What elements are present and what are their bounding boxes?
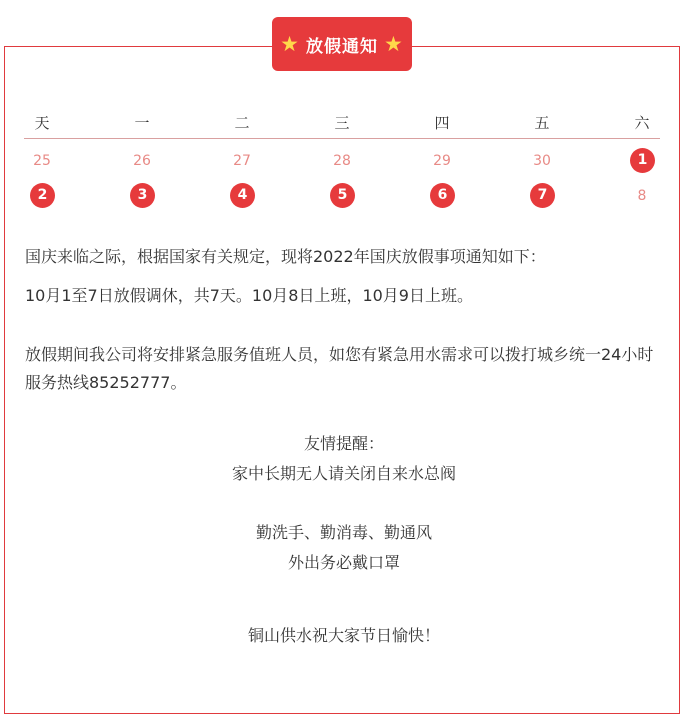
hotline-paragraph: 放假期间我公司将安排紧急服务值班人员，如您有紧急用水需求可以拨打城乡统一24小时服务热线85252777。 — [25, 345, 654, 392]
closing-greeting: 铜山供水祝大家节日愉快！ — [247, 626, 440, 645]
calendar-day-holiday: 4 — [230, 183, 255, 208]
calendar-week-row — [24, 183, 660, 209]
weekday-label: 三 — [334, 114, 350, 132]
calendar-day: 27 — [233, 153, 251, 169]
weekday-label: 天 — [34, 114, 50, 132]
calendar-day: 29 — [433, 153, 451, 169]
schedule-paragraph: 10月1至7日放假调休，共7天。10月8日上班，10月9日上班。 — [25, 286, 473, 305]
calendar-day-holiday: 2 — [30, 183, 55, 208]
star-icon: ★ — [384, 31, 404, 56]
calendar-day: 25 — [33, 153, 51, 169]
calendar-week-row — [24, 148, 660, 174]
weekday-label: 六 — [634, 114, 650, 132]
calendar-day-holiday: 3 — [130, 183, 155, 208]
star-icon: ★ — [280, 31, 300, 56]
reminder-title: 友情提醒： — [303, 434, 384, 453]
calendar-day-holiday: 6 — [430, 183, 455, 208]
reminder-line: 外出务必戴口罩 — [287, 553, 400, 572]
calendar-day: 30 — [533, 153, 551, 169]
calendar-day-holiday: 7 — [530, 183, 555, 208]
weekday-label: 四 — [434, 114, 450, 132]
weekday-label: 二 — [234, 114, 250, 132]
notice-banner — [272, 17, 412, 71]
intro-paragraph: 国庆来临之际，根据国家有关规定，现将2022年国庆放假事项通知如下： — [25, 247, 546, 266]
calendar-day-holiday: 5 — [330, 183, 355, 208]
weekday-label: 五 — [534, 114, 550, 132]
weekday-label: 一 — [134, 114, 150, 132]
calendar-day: 8 — [637, 188, 647, 204]
calendar-weekday-header — [24, 110, 660, 139]
reminder-line: 家中长期无人请关闭自来水总阀 — [231, 464, 456, 483]
reminder-line: 勤洗手、勤消毒、勤通风 — [255, 523, 432, 542]
calendar-day: 26 — [133, 153, 151, 169]
calendar-day: 28 — [333, 153, 351, 169]
calendar-day-holiday: 1 — [630, 148, 655, 173]
banner-title: 放假通知 — [306, 36, 378, 57]
